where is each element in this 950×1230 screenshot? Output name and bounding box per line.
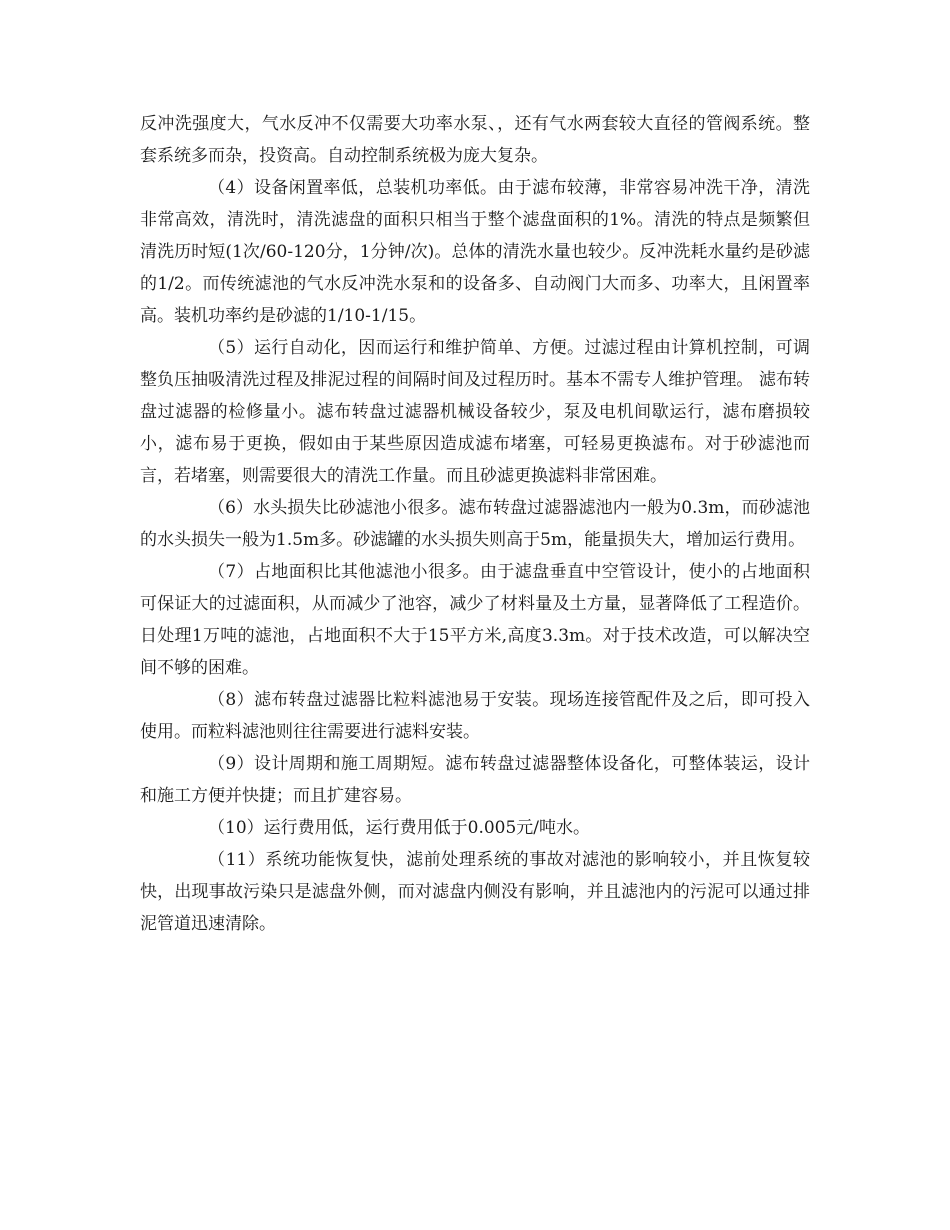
paragraph-continuation: 反冲洗强度大，气水反冲不仅需要大功率水泵、，还有气水两套较大直径的管阀系统。整套系统多而杂，投资高。自动控制系统极为庞大复杂。 (140, 114, 810, 166)
paragraph-item-10: （10）运行费用低，运行费用低于0.005元/吨水。 (208, 818, 591, 838)
paragraph-item-11: （11）系统功能恢复快，滤前处理系统的事故对滤池的影响较小，并且恢复较快，出现事故污染只是滤盘外侧，而对滤盘内侧没有影响，并且滤池内的污泥可以通过排泥管道迅速清除。 (140, 850, 810, 934)
paragraph-item-9: （9）设计周期和施工周期短。滤布转盘过滤器整体设备化，可整体装运，设计和施工方便并快捷；而且扩建容易。 (140, 754, 810, 806)
paragraph-item-4: （4）设备闲置率低，总装机功率低。由于滤布较薄，非常容易冲洗干净，清洗非常高效，清洗时，清洗滤盘的面积只相当于整个滤盘面积的1%。清洗的特点是频繁但清洗历时短(1次/60-120分，1分钟/次)。总体的清洗水量也较少。反冲洗耗水量约是砂滤的1/2。而传统滤池的气水反冲洗水泵和的设备多、自动阀门大而多、功率大，且闲置率高。装机功率约是砂滤的1/10-1/15。 (140, 178, 810, 326)
document-body (140, 108, 810, 940)
paragraph-item-8: （8）滤布转盘过滤器比粒料滤池易于安装。现场连接管配件及之后，即可投入使用。而粒料滤池则往往需要进行滤料安装。 (140, 690, 810, 742)
paragraph-item-6: （6）水头损失比砂滤池小很多。滤布转盘过滤器滤池内一般为0.3m，而砂滤池的水头损失一般为1.5m多。砂滤罐的水头损失则高于5m，能量损失大，增加运行费用。 (140, 498, 810, 550)
paragraph-item-7: （7）占地面积比其他滤池小很多。由于滤盘垂直中空管设计，使小的占地面积可保证大的过滤面积，从而减少了池容，减少了材料量及土方量，显著降低了工程造价。日处理1万吨的滤池，占地面积不大于15平方米,高度3.3m。对于技术改造，可以解决空间不够的困难。 (140, 562, 810, 678)
paragraph-item-5: （5）运行自动化，因而运行和维护简单、方便。过滤过程由计算机控制，可调整负压抽吸清洗过程及排泥过程的间隔时间及过程历时。基本不需专人维护管理。 滤布转盘过滤器的检修量小。滤布转盘过滤器机械设备较少，泵及电机间歇运行，滤布磨损较小，滤布易于更换，假如由于某些原因造成滤布堵塞，可轻易更换滤布。对于砂滤池而言，若堵塞，则需要很大的清洗工作量。而且砂滤更换滤料非常困难。 (140, 338, 810, 486)
